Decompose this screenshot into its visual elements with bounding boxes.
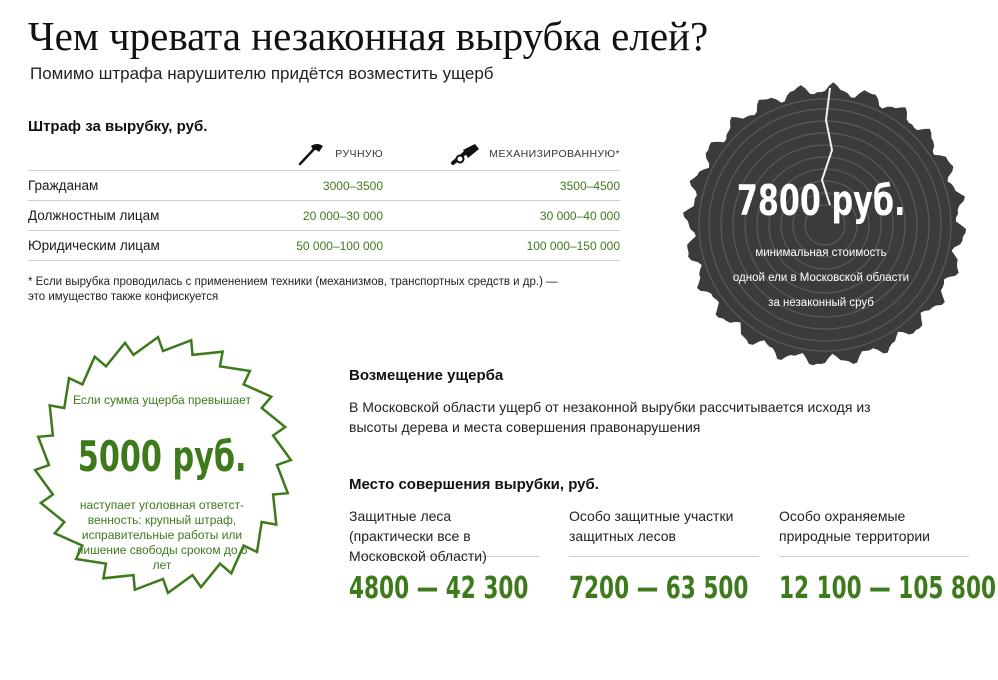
damage-title: Возмещение ущерба — [349, 367, 504, 384]
stump-caption-line-2: одной ели в Московской области — [732, 272, 910, 284]
place-label: Особо охраняемые природные территории — [779, 506, 969, 557]
place-value: 7200 — 63 500 — [569, 571, 749, 606]
row-label: Должностным лицам — [28, 201, 208, 231]
row-label: Юридическим лицам — [28, 231, 208, 261]
row-manual-value: 20 000–30 000 — [208, 201, 383, 231]
table-row — [28, 231, 620, 261]
tree-stump-graphic — [680, 80, 970, 370]
place-column — [569, 506, 759, 606]
place-column — [779, 506, 997, 606]
chainsaw-icon — [451, 142, 481, 166]
row-mechanized-value: 30 000–40 000 — [383, 201, 620, 231]
criminal-threshold-text: Если сумма ущерба превышает — [73, 393, 251, 407]
place-value: 12 100 — 105 800 — [779, 571, 997, 606]
row-manual-value: 3000–3500 — [208, 171, 383, 201]
page-subtitle: Помимо штрафа нарушителю придётся возместить ущерб — [30, 64, 494, 83]
criminal-threshold-price: 5000 руб. — [77, 432, 247, 481]
place-value: 4800 — 42 300 — [349, 571, 529, 606]
places-title: Место совершения вырубки, руб. — [349, 476, 599, 493]
fines-header-manual-label: РУЧНУЮ — [335, 147, 383, 160]
fines-header-row — [28, 140, 620, 171]
stump-price: 7800 руб. — [736, 176, 906, 225]
stump-caption-line-3: за незаконный сруб — [768, 297, 874, 309]
fines-header-mechanized — [383, 140, 620, 171]
row-label: Гражданам — [28, 171, 208, 201]
place-column — [349, 506, 539, 606]
table-row — [28, 201, 620, 231]
criminal-liability-text: наступает уголовная ответст-венность: крупный штраф, исправительные работы или лишение свободы сроком до 6 лет — [76, 498, 248, 572]
fines-header-mechanized-label: МЕХАНИЗИРОВАННУЮ* — [489, 147, 620, 160]
fines-header-empty — [28, 140, 208, 171]
place-label: Особо защитные участки защитных лесов — [569, 506, 759, 557]
stump-caption-line-1: минимальная стоимость — [755, 247, 887, 259]
fines-header-manual — [208, 140, 383, 171]
row-mechanized-value: 100 000–150 000 — [383, 231, 620, 261]
fines-title: Штраф за вырубку, руб. — [28, 118, 208, 135]
damage-text: В Московской области ущерб от незаконной вырубки рассчитывается исходя из высоты дерева и места совершения правонарушения — [349, 399, 871, 435]
row-manual-value: 50 000–100 000 — [208, 231, 383, 261]
fines-table — [28, 140, 620, 261]
page-title: Чем чревата незаконная вырубка елей? — [28, 13, 709, 59]
place-label: Защитные леса (практически все в Московской области) — [349, 506, 539, 557]
axe-icon — [297, 142, 327, 166]
row-mechanized-value: 3500–4500 — [383, 171, 620, 201]
fines-footnote: * Если вырубка проводилась с применением техники (механизмов, транспортных средств и др.) — это имущество также конфискуется — [28, 276, 558, 303]
table-row — [28, 171, 620, 201]
